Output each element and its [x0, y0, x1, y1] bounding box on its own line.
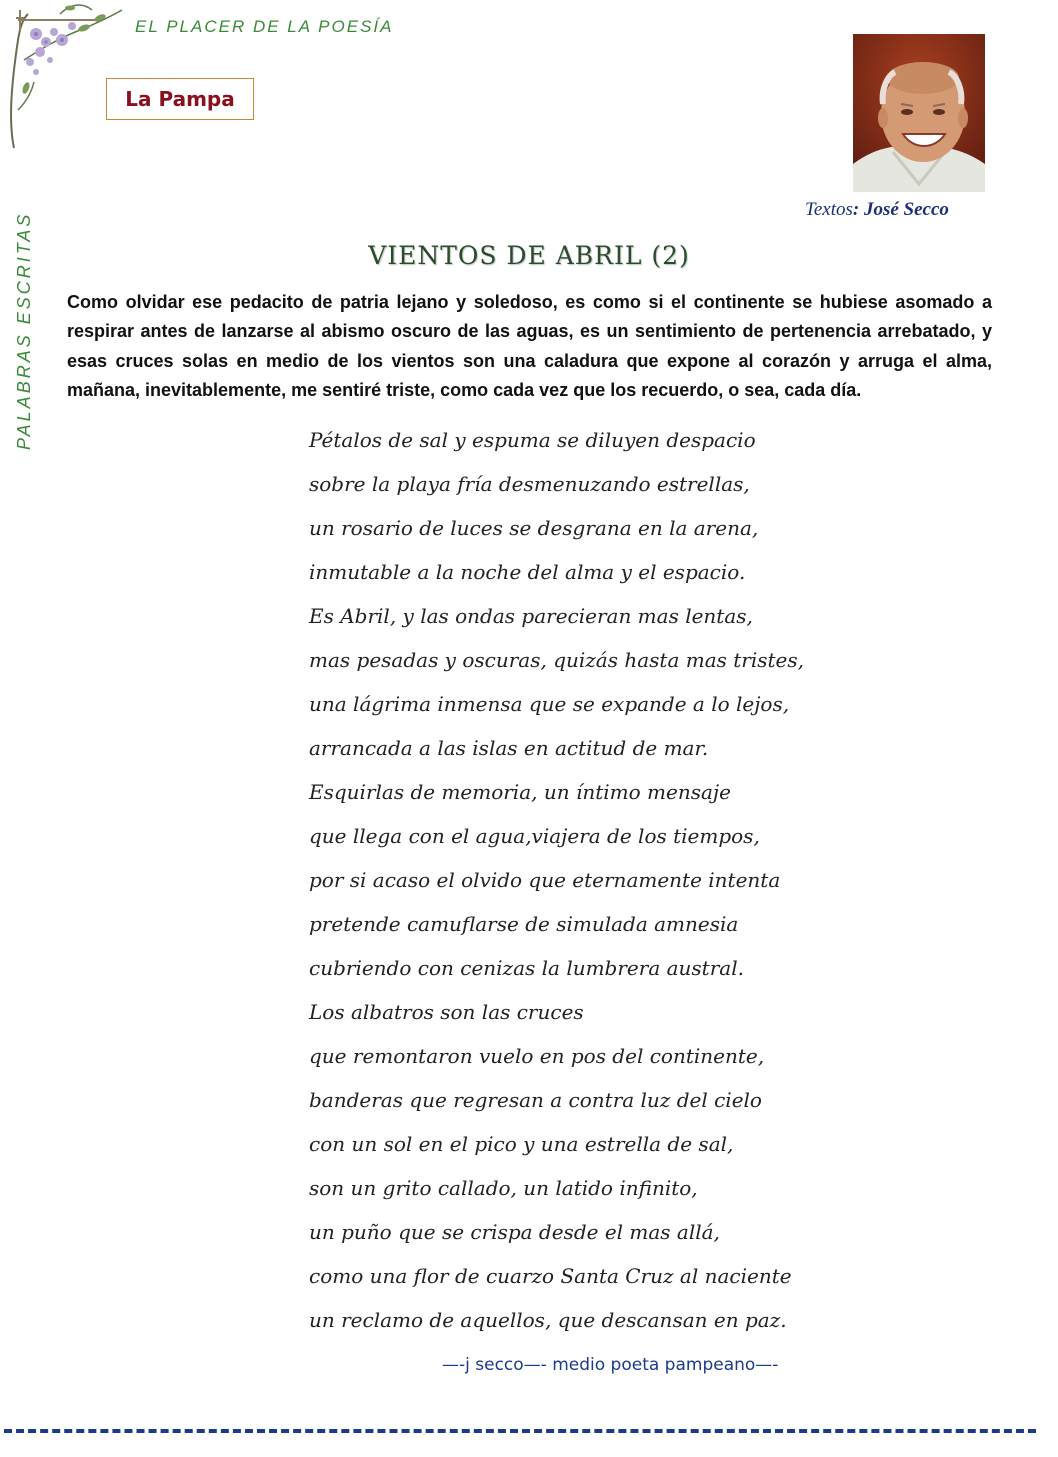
poem-line: Es Abril, y las ondas parecieran mas lentas, [309, 604, 753, 628]
author-credit-prefix: Textos [805, 199, 853, 220]
poem-line: cubriendo con cenizas la lumbrera austral. [309, 956, 744, 980]
poem-title: VIENTOS DE ABRIL (2) [368, 241, 690, 270]
poem-line: arrancada a las islas en actitud de mar. [309, 736, 709, 760]
poem-line: Pétalos de sal y espuma se diluyen despacio [309, 428, 756, 452]
poem-line: sobre la playa fría desmenuzando estrellas, [309, 472, 750, 496]
poem-line: un rosario de luces se desgrana en la arena, [309, 516, 759, 540]
footer-divider [4, 1429, 1036, 1433]
author-credit-separator: : [852, 199, 864, 220]
poem-line: mas pesadas y oscuras, quizás hasta mas tristes, [309, 648, 804, 672]
poem-body [309, 421, 804, 1345]
intro-paragraph: Como olvidar ese pedacito de patria lejano y soledoso, es como si el continente se hubiese asomado a respirar antes de lanzarse al abismo oscuro de las aguas, es un sentimiento de pertenencia arrebatado, y esas cruces solas en medio de los vientos son una caladura que expone al corazón y arruga el alma, mañana, inevitablemente, me sentiré triste, como cada vez que los recuerdo, o sea, cada día. [67, 292, 992, 400]
poem-line: Los albatros son las cruces [309, 1000, 584, 1024]
poem-line: una lágrima inmensa que se expande a lo lejos, [309, 692, 790, 716]
poem-line: con un sol en el pico y una estrella de sal, [309, 1132, 734, 1156]
section-label: La Pampa [125, 87, 235, 111]
author-photo [853, 34, 985, 192]
magazine-header-title: EL PLACER DE LA POESÍA [135, 17, 394, 36]
poem-line: son un grito callado, un latido infinito, [309, 1176, 698, 1200]
poem-line: Esquirlas de memoria, un íntimo mensaje [309, 780, 731, 804]
poem-line: que remontaron vuelo en pos del continente, [309, 1044, 765, 1068]
section-label-box [106, 78, 254, 120]
flower-vine-ornament-icon [0, 0, 135, 150]
poem-line: por si acaso el olvido que eternamente intenta [309, 868, 781, 892]
poem-line: banderas que regresan a contra luz del cielo [309, 1088, 762, 1112]
poem-line: un puño que se crispa desde el mas allá, [309, 1220, 720, 1244]
author-name: José Secco [863, 199, 949, 220]
author-signature: —-j secco—- medio poeta pampeano—- [442, 1355, 779, 1375]
poem-line: inmutable a la noche del alma y el espacio. [309, 560, 746, 584]
author-credit [805, 199, 949, 221]
side-section-label: PALABRAS ESCRITAS [14, 211, 34, 450]
author-portrait-icon [853, 34, 985, 192]
poem-line: pretende camuflarse de simulada amnesia [309, 912, 739, 936]
poem-line: como una flor de cuarzo Santa Cruz al naciente [309, 1264, 792, 1288]
poem-line: que llega con el agua,viajera de los tiempos, [309, 824, 760, 848]
poem-line: un reclamo de aquellos, que descansan en paz. [309, 1308, 787, 1332]
